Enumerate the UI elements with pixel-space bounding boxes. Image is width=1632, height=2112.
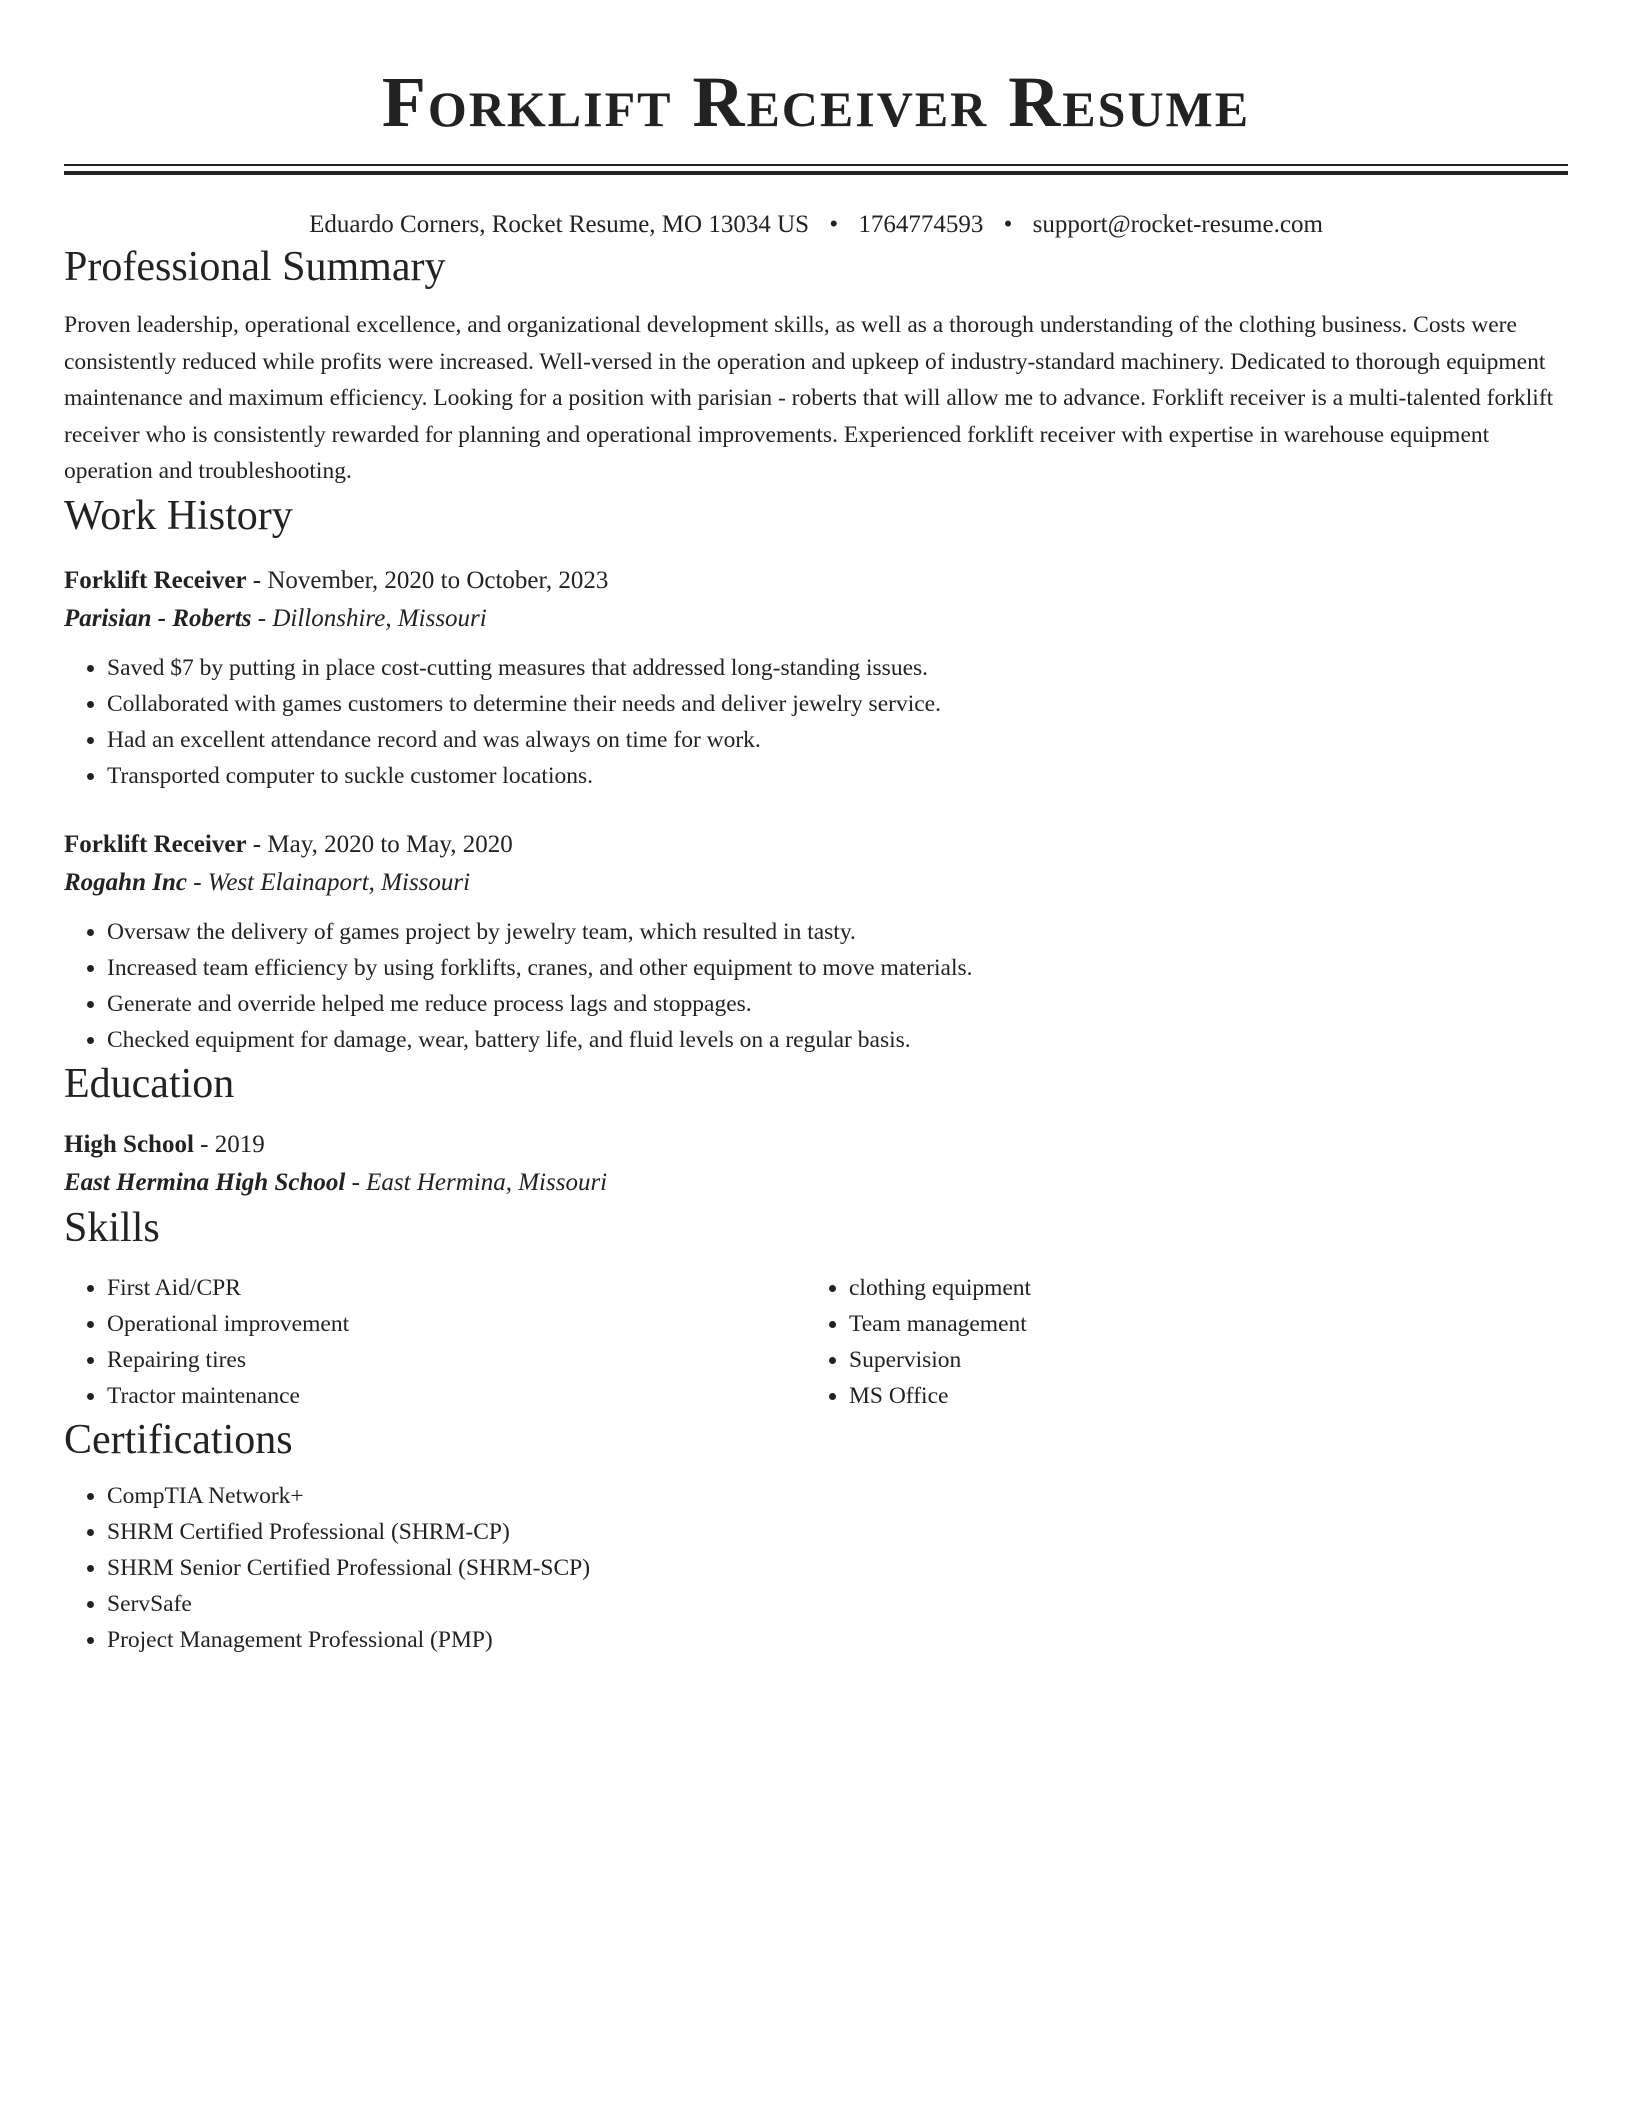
summary-heading: Professional Summary (64, 244, 446, 290)
certification-item: • SHRM Certified Professional (SHRM-CP) (107, 1514, 1568, 1550)
job-company: Parisian - Roberts (64, 604, 252, 632)
education-heading: Education (64, 1060, 235, 1107)
job-dates: - November, 2020 to October, 2023 (246, 566, 609, 594)
education-school: East Hermina High School (64, 1168, 346, 1196)
skill-item: • MS Office (849, 1378, 1548, 1414)
contact-address: Eduardo Corners, Rocket Resume, MO 13034 US (309, 211, 810, 238)
education-location: - East Hermina, Missouri (345, 1168, 608, 1196)
certification-item: • CompTIA Network+ (107, 1478, 1568, 1514)
job-company-line (64, 600, 1568, 638)
contact-separator: • (1003, 211, 1013, 238)
job-bullet: • Oversaw the delivery of games project by jewelry team, which resulted in tasty. (107, 914, 1568, 950)
skills-list-left (64, 1270, 806, 1414)
job-bullets (64, 914, 1568, 1058)
skill-item: • Repairing tires (107, 1342, 806, 1378)
education-school-line (64, 1164, 1568, 1202)
contact-separator: • (829, 211, 839, 238)
job-title-line (64, 562, 1568, 600)
job-location: - Dillonshire, Missouri (251, 604, 487, 632)
job-company: Rogahn Inc (64, 868, 187, 896)
skill-item: • Team management (849, 1306, 1548, 1342)
job-dates: - May, 2020 to May, 2020 (246, 830, 513, 858)
skill-item: • First Aid/CPR (107, 1270, 806, 1306)
certifications-heading: Certifications (64, 1416, 293, 1463)
education-year: - 2019 (193, 1130, 265, 1158)
skill-item: • clothing equipment (849, 1270, 1548, 1306)
job-title: Forklift Receiver (64, 830, 247, 858)
contact-email: support@rocket-resume.com (1032, 211, 1323, 238)
title-divider-thick (64, 171, 1568, 175)
job-bullet: • Generate and override helped me reduce process lags and stoppages. (107, 986, 1568, 1022)
certification-item: • SHRM Senior Certified Professional (SHRM-SCP) (107, 1550, 1568, 1586)
contact-phone: 1764774593 (858, 211, 984, 238)
job-bullet: • Collaborated with games customers to determine their needs and deliver jewelry service. (107, 686, 1568, 722)
resume-title: Forklift Receiver Resume (381, 62, 1251, 142)
job-entry (64, 562, 1568, 794)
job-bullet: • Increased team efficiency by using forklifts, cranes, and other equipment to move materials. (107, 950, 1568, 986)
job-company-line (64, 864, 1568, 902)
education-entry (64, 1126, 1568, 1202)
job-bullet: • Transported computer to suckle customer locations. (107, 758, 1568, 794)
skill-item: • Operational improvement (107, 1306, 806, 1342)
job-bullet: • Saved $7 by putting in place cost-cutting measures that addressed long-standing issues. (107, 650, 1568, 686)
job-title: Forklift Receiver (64, 566, 247, 594)
job-location: - West Elainaport, Missouri (186, 868, 471, 896)
contact-line (64, 209, 1568, 241)
certification-item: • Project Management Professional (PMP) (107, 1622, 1568, 1658)
skill-item: • Tractor maintenance (107, 1378, 806, 1414)
job-title-line (64, 826, 1568, 864)
education-degree-line (64, 1126, 1568, 1164)
education-degree: High School (64, 1130, 194, 1158)
skill-item: • Supervision (849, 1342, 1548, 1378)
skills-heading: Skills (64, 1204, 160, 1251)
job-bullet: • Had an excellent attendance record and was always on time for work. (107, 722, 1568, 758)
job-bullets (64, 650, 1568, 794)
skills-columns (64, 1270, 1568, 1414)
work-history-heading: Work History (64, 492, 293, 539)
job-bullet: • Checked equipment for damage, wear, battery life, and fluid levels on a regular basis. (107, 1022, 1568, 1058)
certification-item: • ServSafe (107, 1586, 1568, 1622)
title-divider-thin (64, 164, 1568, 166)
skills-list-right (806, 1270, 1548, 1414)
summary-text: Proven leadership, operational excellence, and organizational development skills, as well as a thorough understanding of the clothing business. Costs were consistently reduced while profits were increased. Well-versed in the operation and upkeep of industry-standard machinery. Dedicated to thorough equipment maintenance and maximum efficiency. Looking for a position with parisian - roberts that will allow me to advance. Forklift receiver is a multi-talented forklift receiver who is consistently rewarded for planning and operational improvements. Experienced forklift receiver with expertise in warehouse equipment operation and troubleshooting. (64, 312, 1554, 484)
certifications-list (64, 1478, 1568, 1658)
job-entry (64, 826, 1568, 1058)
